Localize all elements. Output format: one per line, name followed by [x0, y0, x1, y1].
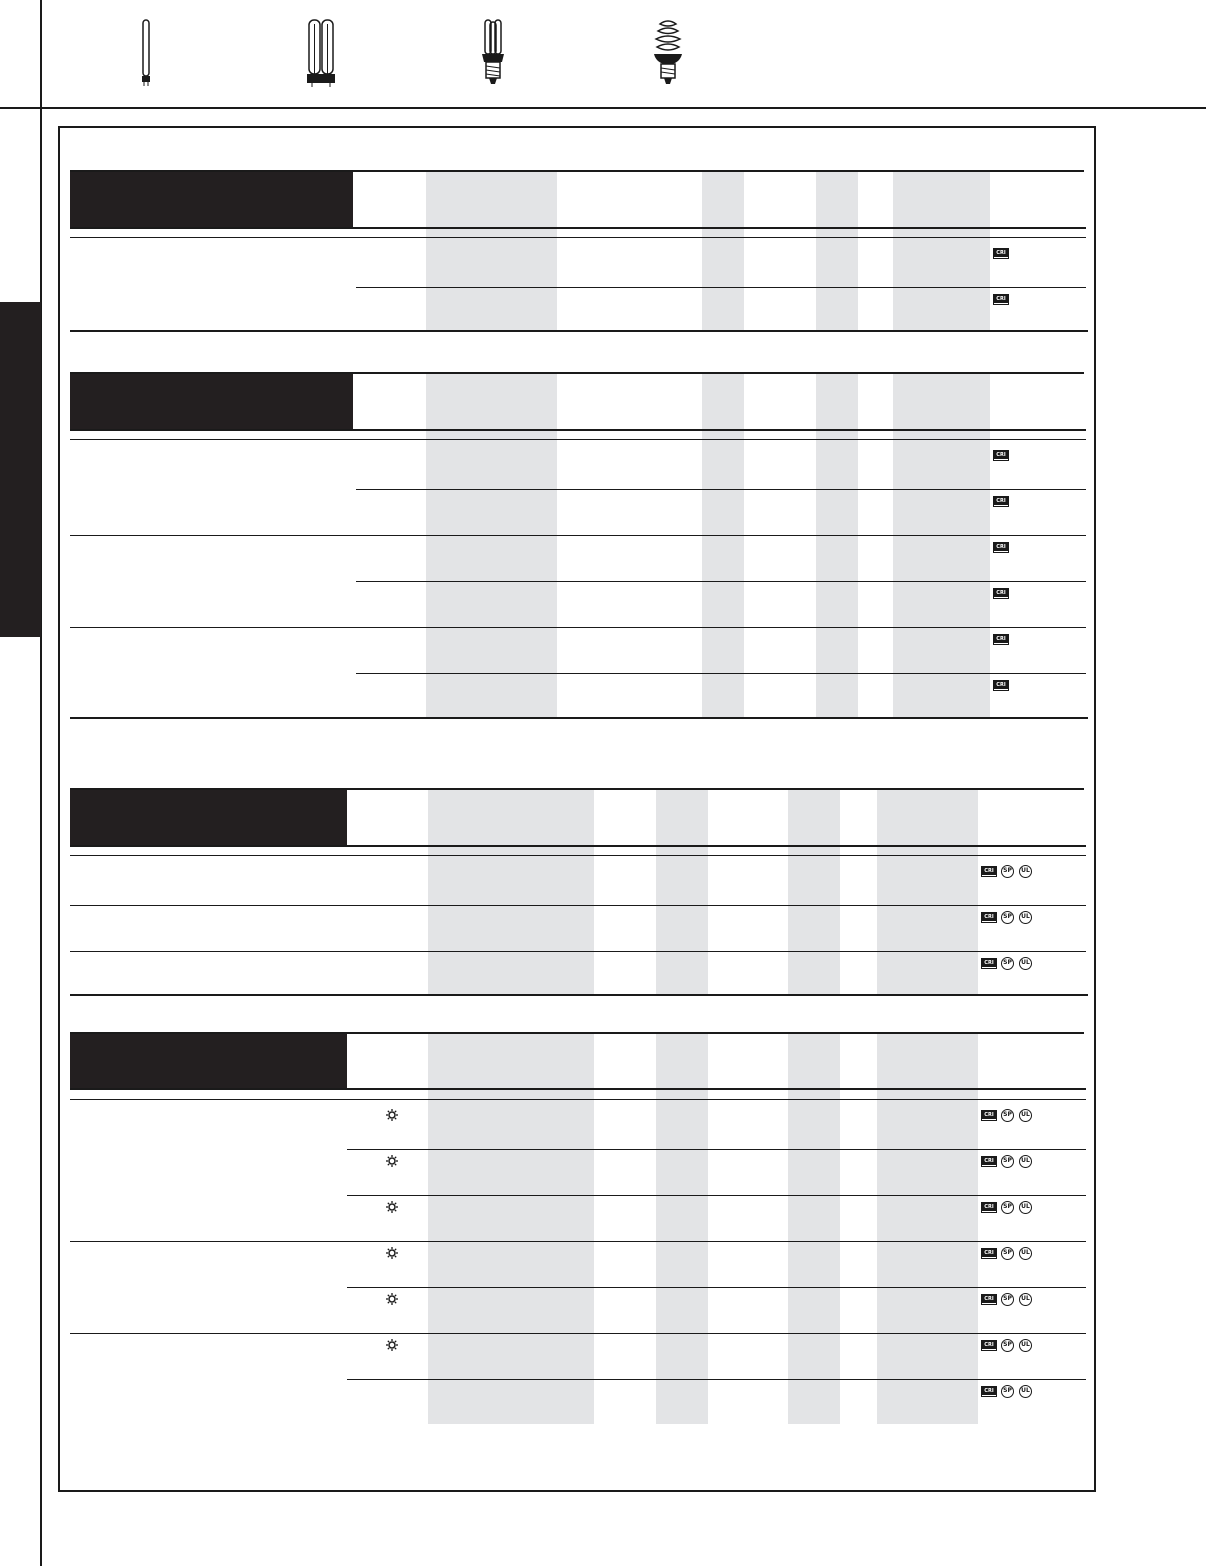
- ul-icon: UL: [1019, 911, 1032, 924]
- sun-icon: [386, 1293, 398, 1305]
- top-rule: [0, 107, 1206, 109]
- sun-icon: [386, 1201, 398, 1213]
- csa-icon: SP: [1001, 1385, 1014, 1398]
- csa-icon: SP: [1001, 1247, 1014, 1260]
- cri-icon: CRI: [981, 1156, 997, 1167]
- cri-icon: CRI: [993, 450, 1009, 461]
- ul-icon: UL: [1019, 1201, 1032, 1214]
- cri-icon: CRI: [981, 1340, 997, 1351]
- section-1-header: [70, 172, 353, 227]
- cri-icon: CRI: [981, 866, 997, 877]
- csa-icon: SP: [1001, 1339, 1014, 1352]
- cri-icon: CRI: [981, 1248, 997, 1259]
- sun-icon: [386, 1155, 398, 1167]
- section-2-header: [70, 374, 353, 429]
- cri-icon: CRI: [993, 496, 1009, 507]
- ul-icon: UL: [1019, 1293, 1032, 1306]
- ul-icon: UL: [1019, 865, 1032, 878]
- cri-icon: CRI: [981, 1110, 997, 1121]
- ul-icon: UL: [1019, 1247, 1032, 1260]
- csa-icon: SP: [1001, 865, 1014, 878]
- ul-icon: UL: [1019, 957, 1032, 970]
- cri-icon: CRI: [993, 248, 1009, 259]
- quad-tube-lamp-icon: [303, 18, 339, 88]
- section-3-header: [70, 790, 347, 845]
- left-margin-rule: [40, 0, 42, 1566]
- csa-icon: SP: [1001, 911, 1014, 924]
- cri-icon: CRI: [981, 958, 997, 969]
- spiral-screw-base-lamp-icon: [650, 18, 686, 88]
- sun-icon: [386, 1109, 398, 1121]
- csa-icon: SP: [1001, 1109, 1014, 1122]
- cri-icon: CRI: [981, 1202, 997, 1213]
- cri-icon: CRI: [993, 680, 1009, 691]
- ul-icon: UL: [1019, 1109, 1032, 1122]
- csa-icon: SP: [1001, 1293, 1014, 1306]
- cri-icon: CRI: [981, 1294, 997, 1305]
- cri-icon: CRI: [981, 1386, 997, 1397]
- csa-icon: SP: [1001, 957, 1014, 970]
- cri-icon: CRI: [993, 634, 1009, 645]
- cri-icon: CRI: [981, 912, 997, 923]
- side-tab: [0, 302, 41, 637]
- ul-icon: UL: [1019, 1155, 1032, 1168]
- sun-icon: [386, 1247, 398, 1259]
- csa-icon: SP: [1001, 1201, 1014, 1214]
- cri-icon: CRI: [993, 294, 1009, 305]
- csa-icon: SP: [1001, 1155, 1014, 1168]
- triple-tube-screw-base-lamp-icon: [478, 18, 508, 88]
- ul-icon: UL: [1019, 1339, 1032, 1352]
- sun-icon: [386, 1339, 398, 1351]
- ul-icon: UL: [1019, 1385, 1032, 1398]
- single-twin-tube-lamp-icon: [136, 18, 156, 88]
- section-4-header: [70, 1034, 347, 1089]
- cri-icon: CRI: [993, 588, 1009, 599]
- cri-icon: CRI: [993, 542, 1009, 553]
